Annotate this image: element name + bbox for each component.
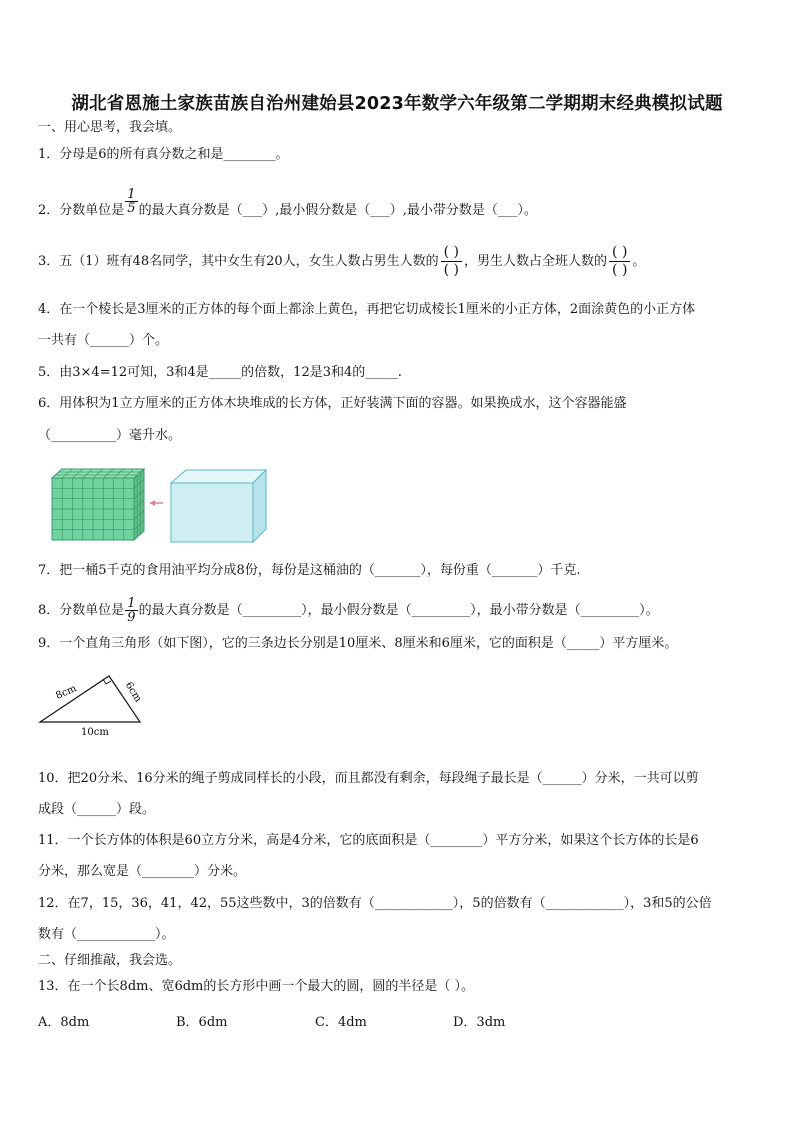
question-10-line-2: 成段（______）段。 [38, 802, 156, 817]
option-b[interactable]: B．6dm [176, 1015, 228, 1030]
question-9: 9．一个直角三角形（如下图），它的三条边长分别是10厘米、8厘米和6厘米，它的面积是（_____）平方厘米。 [38, 636, 678, 651]
question-10-line-1: 10．把20分米、16分米的绳子剪成同样长的小段，而且都没有剩余，每段绳子最长是（______）分米，一共可以剪 [38, 771, 699, 786]
question-7: 7．把一桶5千克的食用油平均分成8份，每份是这桶油的（_______），每份重（_______）千克. [38, 563, 581, 578]
question-6-line-1: 6．用体积为1立方厘米的正方体木块堆成的长方体，正好装满下面的容器。如果换成水，这个容器能盛 [38, 396, 627, 411]
triangle-side-10cm: 10cm [81, 727, 109, 738]
question-4-line-2: 一共有（______）个。 [38, 333, 169, 348]
option-c[interactable]: C．4dm [315, 1015, 367, 1030]
arrow-icon [150, 500, 163, 506]
question-11-line-1: 11．一个长方体的体积是60立方分米，高是4分米，它的底面积是（________）平方分米，如果这个长方体的长是6 [38, 833, 699, 848]
question-8: 8．分数单位是 $\frac{1}{9}$ 的最大真分数是（_________），最小假分数是（_________），最小带分数是（_________）。 [38, 596, 659, 625]
section-heading-2: 二、仔细推敲，我会选。 [38, 953, 182, 968]
question-12-line-2: 数有（____________）。 [38, 927, 175, 942]
cube-stack-figure [46, 466, 268, 546]
page-title: 湖北省恩施土家族苗族自治州建始县2023年数学六年级第二学期期末经典模拟试题 [71, 94, 723, 114]
question-5: 5．由3×4=12可知，3和4是_____的倍数，12是3和4的_____. [38, 365, 402, 380]
blank-fraction-2[interactable]: $\frac{( )}{( )}$ [609, 244, 630, 279]
question-6-line-2: （__________）毫升水。 [38, 428, 182, 443]
option-d[interactable]: D．3dm [453, 1015, 506, 1030]
section-heading-1: 一、用心思考，我会填。 [38, 120, 182, 135]
right-triangle-figure [34, 672, 154, 740]
question-1: 1．分母是6的所有真分数之和是________。 [38, 147, 289, 162]
fraction-one-ninth: $\frac{1}{9}$ [127, 596, 136, 625]
question-3: 3．五（1）班有48名同学，其中女生有20人，女生人数占男生人数的 $\frac{( )}{( )}$ ，男生人数占全班人数的 $\frac{( )}{( )}$ 。 [38, 244, 646, 278]
question-2-prefix: 2．分数单位是 [38, 203, 125, 218]
question-2-suffix: 的最大真分数是（___）,最小假分数是（___）,最小带分数是（___）。 [138, 203, 537, 218]
question-2 [38, 187, 537, 224]
empty-container [171, 470, 266, 542]
triangle-side-8cm: 8cm [54, 683, 79, 702]
triangle-side-6cm: 6cm [122, 680, 144, 705]
question-12-line-1: 12．在7，15，36，41，42，55这些数中，3的倍数有（____________），5的倍数有（____________），3和5的公倍 [38, 896, 712, 911]
question-13: 13．在一个长8dm、宽6dm的长方形中画一个最大的圆，圆的半径是（ ）。 [38, 979, 475, 994]
option-a[interactable]: A．8dm [38, 1015, 90, 1030]
blank-fraction-1[interactable]: $\frac{( )}{( )}$ [441, 244, 462, 279]
cuboid-of-cubes [52, 469, 144, 540]
question-11-line-2: 分米，那么宽是（________）分米。 [38, 864, 247, 879]
fraction-one-fifth: $\frac{1}{5}$ [127, 187, 136, 216]
question-4-line-1: 4．在一个棱长是3厘米的正方体的每个面上都涂上黄色，再把它切成棱长1厘米的小正方体，2面涂黄色的小正方体 [38, 302, 696, 317]
